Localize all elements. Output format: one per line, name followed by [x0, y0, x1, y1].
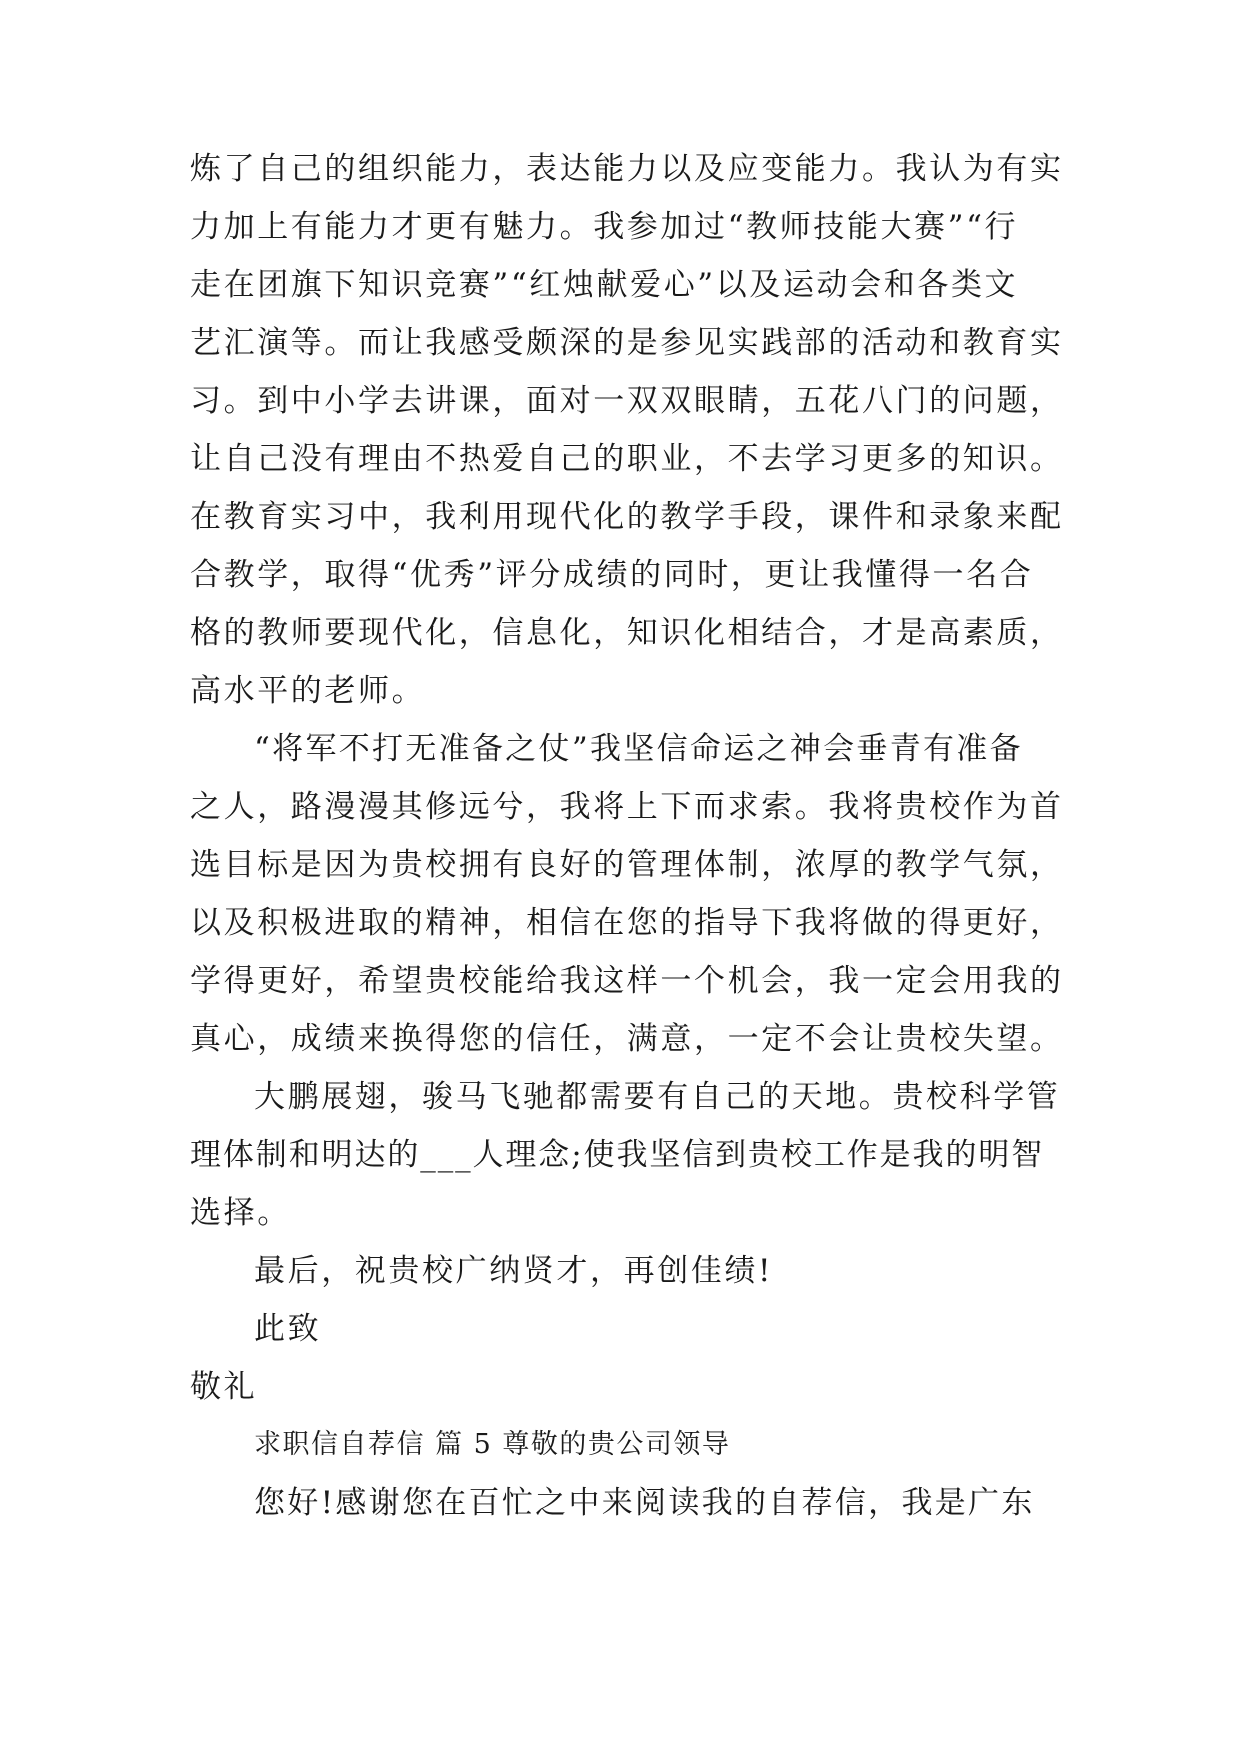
- closing-wish-line: 最后，祝贵校广纳贤才，再创佳绩!: [254, 1253, 774, 1289]
- body-text-line: 高水平的老师。: [190, 673, 426, 709]
- body-text-line: 选择。: [190, 1195, 291, 1231]
- body-text-line: 格的教师要现代化，信息化，知识化相结合，才是高素质，: [190, 615, 1064, 651]
- body-text-line: 合教学，取得“优秀”评分成绩的同时，更让我懂得一名合: [190, 557, 1034, 593]
- salutation-line: 此致: [254, 1311, 322, 1347]
- body-text-line: 力加上有能力才更有魅力。我参加过“教师技能大赛”“行: [190, 209, 1019, 245]
- body-text-line: 选目标是因为贵校拥有良好的管理体制，浓厚的教学气氛，: [190, 847, 1064, 883]
- body-text-line: 让自己没有理由不热爱自己的职业，不去学习更多的知识。: [190, 441, 1064, 477]
- body-text-line: 真心，成绩来换得您的信任，满意，一定不会让贵校失望。: [190, 1021, 1064, 1057]
- body-text-line: 以及积极进取的精神，相信在您的指导下我将做的得更好，: [190, 905, 1064, 941]
- body-text-line: 艺汇演等。而让我感受颇深的是参见实践部的活动和教育实: [190, 325, 1064, 361]
- body-text-line: 学得更好，希望贵校能给我这样一个机会，我一定会用我的: [190, 963, 1064, 999]
- body-text-line: 走在团旗下知识竞赛”“红烛献爱心”以及运动会和各类文: [190, 267, 1019, 303]
- body-text-line: 习。到中小学去讲课，面对一双双眼睛，五花八门的问题，: [190, 383, 1064, 419]
- paragraph-start-line: 您好!感谢您在百忙之中来阅读我的自荐信，我是广东: [254, 1485, 1035, 1521]
- paragraph-start-line: 大鹏展翅，骏马飞驰都需要有自己的天地。贵校科学管: [254, 1079, 1061, 1115]
- salutation-line: 敬礼: [190, 1369, 258, 1405]
- paragraph-start-line: “将军不打无准备之仗”我坚信命运之神会垂青有准备: [254, 731, 1023, 767]
- body-text-line: 炼了自己的组织能力，表达能力以及应变能力。我认为有实: [190, 151, 1064, 187]
- section-heading: 求职信自荐信 篇 5 尊敬的贵公司领导: [254, 1429, 731, 1460]
- body-text-line: 理体制和明达的___人理念;使我坚信到贵校工作是我的明智: [190, 1137, 1045, 1173]
- body-text-line: 之人，路漫漫其修远兮，我将上下而求索。我将贵校作为首: [190, 789, 1064, 825]
- body-text-line: 在教育实习中，我利用现代化的教学手段，课件和录象来配: [190, 499, 1064, 535]
